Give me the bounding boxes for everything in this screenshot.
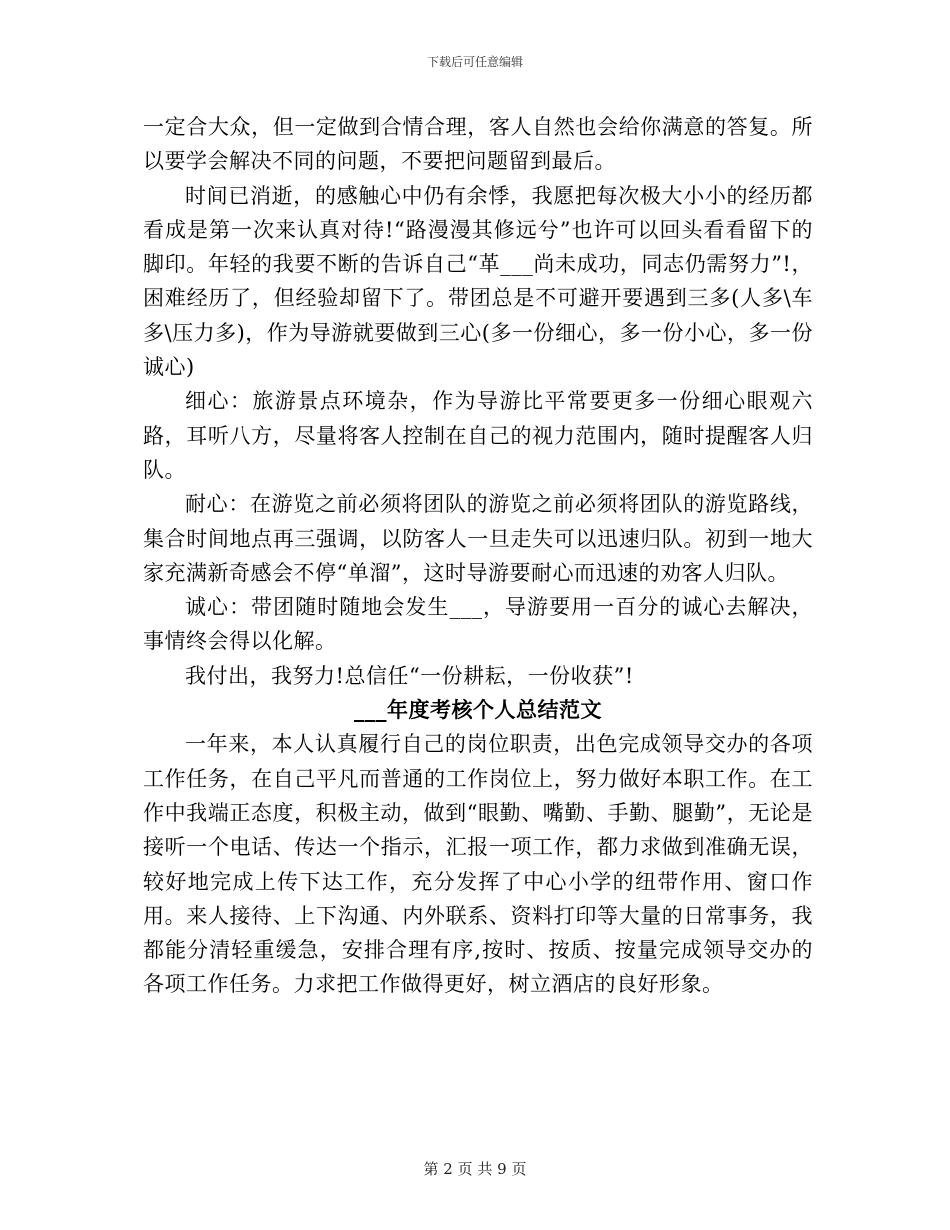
- paragraph-patience: 耐心：在游览之前必须将团队的游览之前必须将团队的游览路线，集合时间地点再三强调，以防客人一旦走失可以迅速归队。初到一地大家充满新奇感会不停“单溜”，这时导游要耐心而迅速的劝客人归队。: [143, 492, 813, 585]
- paragraph-sincerity: 诚心：带团随时随地会发生___，导游要用一百分的诚心去解决，事情终会得以化解。: [143, 595, 813, 654]
- section-title: ___年度考核个人总结范文: [354, 697, 602, 723]
- page-header-note: 下载后可任意编辑: [426, 55, 523, 69]
- paragraph-closing: 我付出，我努力!总信任“一份耕耘，一份收获”!: [185, 663, 634, 688]
- page-number: 第 2 页 共 9 页: [423, 1160, 527, 1178]
- paragraph-care: 细心：旅游景点环境杂，作为导游比平常要更多一份细心眼观六路，耳听八方，尽量将客人控制在自己的视力范围内，随时提醒客人归队。: [143, 389, 813, 482]
- paragraph-annual-summary: 一年来，本人认真履行自己的岗位职责，出色完成领导交办的各项工作任务，在自己平凡而普通的工作岗位上，努力做好本职工作。在工作中我端正态度，积极主动，做到“眼勤、嘴勤、手勤、腿勤”，无论是接听一个电话、传达一个指示，汇报一项工作，都力求做到准确无误，较好地完成上传下达工作，充分发挥了中心小学的纽带作用、窗口作用。来人接待、上下沟通、内外联系、资料打印等大量的日常事务，我都能分清轻重缓急，安排合理有序,按时、按质、按量完成领导交办的各项工作任务。力求把工作做得更好，树立酒店的良好形象。: [143, 732, 813, 997]
- paragraph-reflection: 时间已消逝，的感触心中仍有余悸，我愿把每次极大小小的经历都看成是第一次来认真对待!“路漫漫其修远兮”也许可以回头看看留下的脚印。年轻的我要不断的告诉自己“革___尚未成功，同志仍需努力”!，困难经历了，但经验却留下了。带团总是不可避开要遇到三多(人多\车多\压力多)，作为导游就要做到三心(多一份细心，多一份小心，多一份诚心): [143, 183, 813, 380]
- paragraph-continuation: 一定合大众，但一定做到合情合理，客人自然也会给你满意的答复。所以要学会解决不同的问题，不要把问题留到最后。: [143, 115, 813, 174]
- document-body: [143, 110, 813, 1002]
